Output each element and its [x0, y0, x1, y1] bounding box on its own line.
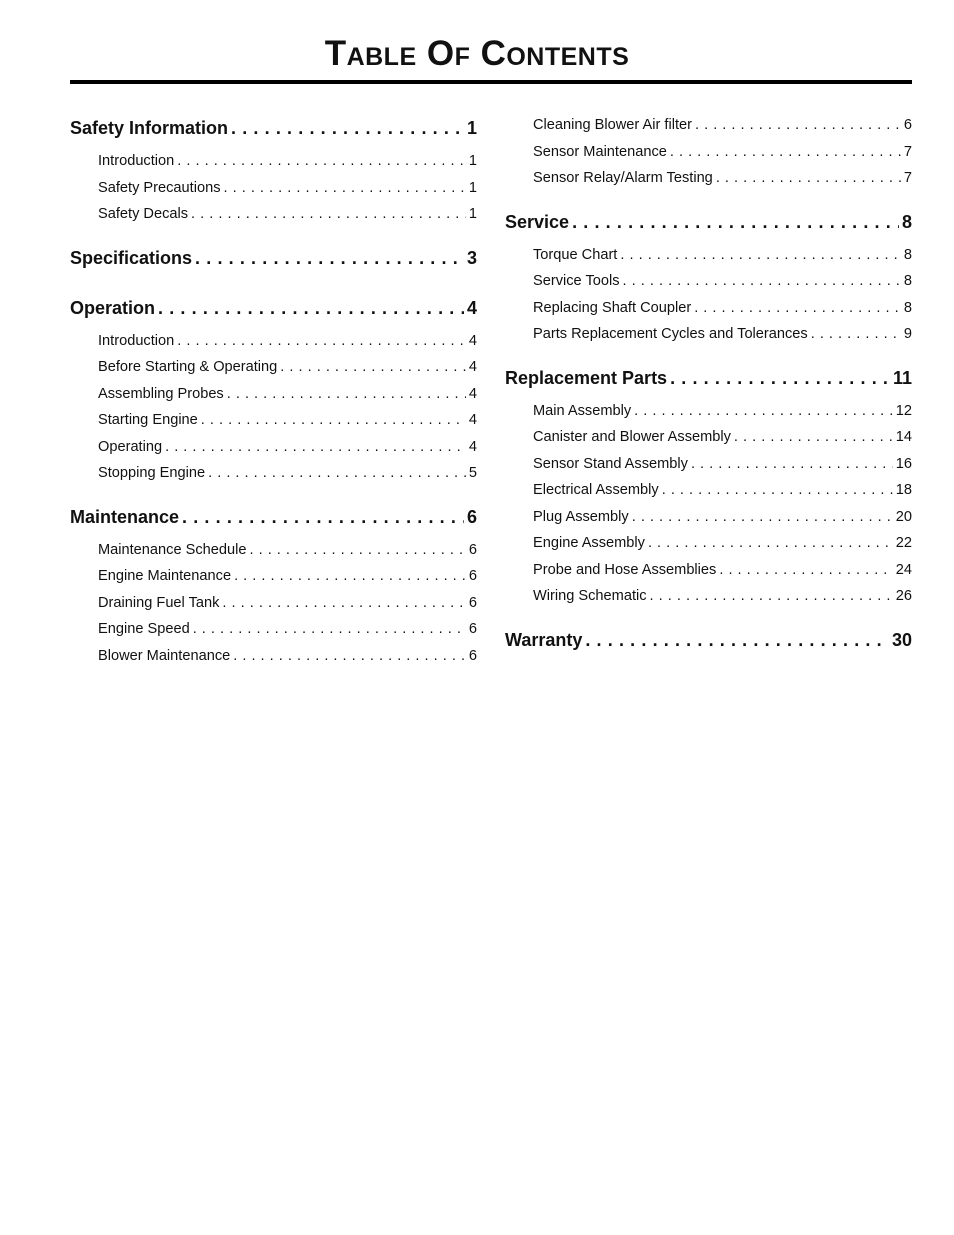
toc-section-safety-information — [70, 108, 477, 228]
toc-entry[interactable] — [70, 460, 477, 487]
toc-entry-page: 8 — [903, 273, 912, 289]
toc-entry[interactable] — [505, 165, 912, 192]
dot-leader — [623, 268, 901, 295]
dot-leader — [193, 616, 466, 643]
toc-entry-label: Stopping Engine — [98, 465, 206, 481]
toc-entry-page: 1 — [468, 153, 477, 169]
dot-leader — [691, 451, 893, 478]
toc-entry[interactable] — [70, 563, 477, 590]
toc-entry[interactable] — [505, 295, 912, 322]
dot-leader — [201, 407, 466, 434]
toc-entry-page: 24 — [895, 561, 912, 578]
toc-section-maintenance — [70, 497, 477, 670]
toc-entry-label: Torque Chart — [533, 246, 618, 263]
toc-entry-page: 4 — [468, 359, 477, 375]
toc-column-right — [505, 108, 912, 670]
toc-entry[interactable] — [70, 537, 477, 564]
toc-entry-label: Assembling Probes — [98, 385, 224, 402]
dot-leader — [234, 563, 466, 590]
toc-entry[interactable] — [505, 242, 912, 269]
toc-entry-page: 12 — [895, 402, 912, 419]
dot-leader — [811, 321, 901, 348]
toc-entry-label: Introduction — [98, 153, 175, 169]
toc-heading-page: 30 — [891, 629, 912, 650]
dot-leader — [662, 477, 893, 504]
dot-leader — [224, 175, 466, 202]
toc-column-left — [70, 108, 477, 679]
toc-entry-page: 1 — [468, 206, 477, 222]
toc-heading[interactable] — [70, 238, 477, 278]
dot-leader — [177, 148, 466, 175]
toc-entry-page: 4 — [468, 438, 477, 455]
toc-entry-page: 6 — [468, 541, 477, 558]
toc-entry-label: Sensor Stand Assembly — [533, 455, 688, 472]
dot-leader — [165, 434, 466, 461]
dot-leader — [620, 242, 901, 269]
toc-entry[interactable] — [70, 643, 477, 670]
toc-entry-page: 5 — [468, 465, 477, 481]
toc-entry-label: Introduction — [98, 332, 175, 349]
toc-entry-page: 22 — [895, 535, 912, 551]
toc-entry-label: Draining Fuel Tank — [98, 594, 220, 611]
dot-leader — [231, 108, 464, 148]
toc-heading[interactable] — [70, 108, 477, 148]
toc-entry[interactable] — [505, 504, 912, 531]
toc-heading[interactable] — [505, 358, 912, 398]
toc-heading-page: 6 — [466, 506, 477, 527]
toc-entry-page: 4 — [468, 385, 477, 402]
toc-heading-page: 3 — [466, 247, 477, 268]
dot-leader — [182, 497, 464, 537]
dot-leader — [233, 643, 466, 670]
toc-entry-label: Operating — [98, 438, 163, 455]
toc-entry-label: Main Assembly — [533, 402, 632, 419]
toc-heading-label: Maintenance — [70, 506, 180, 527]
toc-section-replacement-parts — [505, 358, 912, 610]
toc-entry-page: 7 — [903, 170, 912, 186]
toc-entry-label: Safety Decals — [98, 206, 189, 222]
toc-entry-label: Sensor Maintenance — [533, 143, 667, 160]
toc-entry-label: Cleaning Blower Air filter — [533, 117, 692, 133]
toc-entry-label: Engine Speed — [98, 621, 190, 637]
toc-entry-label: Replacing Shaft Coupler — [533, 299, 692, 316]
toc-entry-label: Blower Maintenance — [98, 647, 231, 664]
toc-entry-label: Service Tools — [533, 273, 620, 289]
toc-entry[interactable] — [70, 328, 477, 355]
dot-leader — [158, 288, 464, 328]
dot-leader — [195, 238, 464, 278]
toc-entry[interactable] — [70, 616, 477, 643]
toc-section-specifications — [70, 238, 477, 278]
toc-heading[interactable] — [70, 288, 477, 328]
toc-entry-page: 14 — [895, 429, 912, 445]
dot-leader — [585, 620, 889, 660]
toc-heading-label: Replacement Parts — [505, 367, 668, 388]
toc-entry-page: 6 — [468, 568, 477, 584]
toc-entry-page: 6 — [468, 594, 477, 611]
toc-heading-page: 1 — [466, 118, 477, 138]
toc-entry[interactable] — [70, 381, 477, 408]
toc-entry[interactable] — [505, 530, 912, 557]
toc-entry-label: Maintenance Schedule — [98, 541, 247, 558]
toc-entry[interactable] — [70, 434, 477, 461]
dot-leader — [719, 557, 892, 584]
toc-entry-page: 6 — [468, 621, 477, 637]
toc-section-operation — [70, 288, 477, 487]
toc-title: Table Of Contents — [324, 34, 630, 73]
toc-section-service — [505, 202, 912, 348]
toc-entry-page: 4 — [468, 412, 477, 428]
toc-entry-label: Plug Assembly — [533, 508, 629, 525]
toc-heading-label: Specifications — [70, 247, 193, 268]
toc-entry[interactable] — [505, 398, 912, 425]
toc-entry-label: Engine Maintenance — [98, 568, 232, 584]
toc-entry-label: Probe and Hose Assemblies — [533, 561, 717, 578]
toc-entry-label: Starting Engine — [98, 412, 198, 428]
toc-heading[interactable] — [505, 620, 912, 660]
toc-entry-label: Before Starting & Operating — [98, 359, 278, 375]
toc-heading-page: 11 — [892, 367, 912, 388]
toc-entry[interactable] — [505, 583, 912, 610]
dot-leader — [208, 460, 466, 487]
toc-entry-label: Canister and Blower Assembly — [533, 429, 731, 445]
dot-leader — [632, 504, 893, 531]
toc-entry-page: 4 — [468, 332, 477, 349]
toc-entry-page: 8 — [903, 299, 912, 316]
dot-leader — [716, 165, 901, 192]
toc-entry[interactable] — [70, 175, 477, 202]
toc-heading-label: Operation — [70, 297, 156, 318]
toc-heading-label: Warranty — [505, 629, 583, 650]
toc-entry-label: Safety Precautions — [98, 179, 221, 196]
toc-entry-page: 9 — [903, 326, 912, 342]
toc-entry[interactable] — [505, 268, 912, 295]
toc-entry-page: 16 — [895, 455, 912, 472]
dot-leader — [191, 201, 466, 228]
toc-entry-label: Engine Assembly — [533, 535, 645, 551]
toc-entry-label: Sensor Relay/Alarm Testing — [533, 170, 713, 186]
toc-entry-page: 26 — [895, 588, 912, 604]
dot-leader — [670, 358, 890, 398]
toc-entry[interactable] — [505, 451, 912, 478]
dot-leader — [650, 583, 893, 610]
dot-leader — [648, 530, 893, 557]
toc-entry[interactable] — [505, 557, 912, 584]
toc-entry[interactable] — [505, 424, 912, 451]
dot-leader — [670, 139, 901, 166]
toc-entry-page: 7 — [903, 143, 912, 160]
toc-entry-page: 6 — [903, 117, 912, 133]
toc-heading-label: Safety Information — [70, 118, 229, 138]
toc-entry[interactable] — [70, 201, 477, 228]
toc-entry-label: Wiring Schematic — [533, 588, 647, 604]
toc-entry[interactable] — [505, 112, 912, 139]
toc-section-maintenance-continued — [505, 112, 912, 192]
toc-entry[interactable] — [505, 477, 912, 504]
dot-leader — [280, 354, 466, 381]
toc-heading[interactable] — [505, 202, 912, 242]
toc-entry-label: Electrical Assembly — [533, 482, 659, 498]
dot-leader — [177, 328, 466, 355]
toc-heading[interactable] — [70, 497, 477, 537]
dot-leader — [222, 590, 465, 617]
dot-leader — [572, 202, 899, 242]
toc-entry-page: 20 — [895, 508, 912, 525]
dot-leader — [695, 112, 901, 139]
title-rule — [70, 80, 912, 84]
dot-leader — [249, 537, 465, 564]
toc-heading-page: 8 — [901, 211, 912, 232]
toc-section-warranty — [505, 620, 912, 660]
toc-entry-page: 18 — [895, 482, 912, 498]
dot-leader — [227, 381, 466, 408]
dot-leader — [734, 424, 893, 451]
toc-entry[interactable] — [70, 590, 477, 617]
toc-heading-page: 4 — [466, 297, 477, 318]
toc-entry[interactable] — [70, 148, 477, 175]
dot-leader — [634, 398, 893, 425]
toc-entry[interactable] — [505, 321, 912, 348]
toc-entry[interactable] — [70, 407, 477, 434]
toc-entry-label: Parts Replacement Cycles and Tolerances — [533, 326, 808, 342]
toc-entry-page: 6 — [468, 647, 477, 664]
toc-entry[interactable] — [505, 139, 912, 166]
toc-entry[interactable] — [70, 354, 477, 381]
dot-leader — [694, 295, 901, 322]
toc-entry-page: 1 — [468, 179, 477, 196]
toc-heading-label: Service — [505, 211, 570, 232]
toc-entry-page: 8 — [903, 246, 912, 263]
